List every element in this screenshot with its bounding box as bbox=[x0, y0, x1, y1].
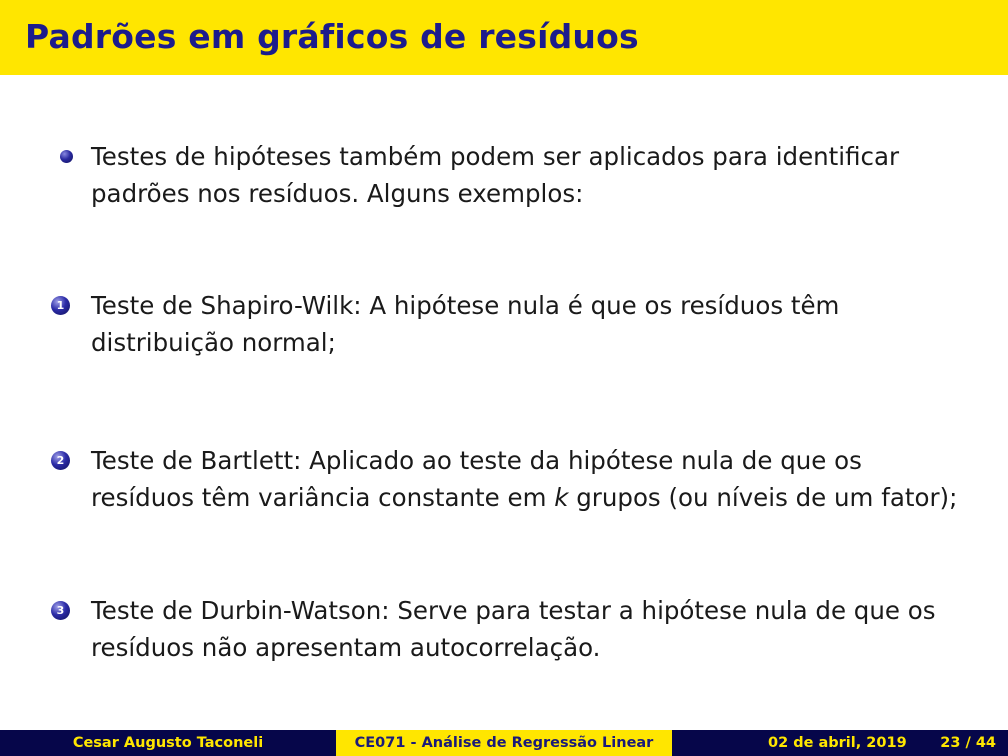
intro-line-2: padrões nos resíduos. Alguns exemplos: bbox=[91, 179, 584, 208]
number-ball-3-icon: 3 bbox=[51, 601, 70, 620]
title-bar bbox=[0, 0, 1008, 75]
item-2-line-2-after: grupos (ou níveis de um fator); bbox=[568, 483, 958, 512]
bullet-dot-icon bbox=[60, 150, 73, 163]
item-2-line-1: Teste de Bartlett: Aplicado ao teste da hipótese nula de que os bbox=[91, 446, 862, 475]
footer-course: CE071 - Análise de Regressão Linear bbox=[336, 730, 672, 756]
item-2-variable-k: k bbox=[554, 483, 569, 512]
intro-text bbox=[91, 138, 899, 212]
item-1-line-2: distribuição normal; bbox=[91, 328, 336, 357]
intro-line-1: Testes de hipóteses também podem ser aplicados para identificar bbox=[91, 142, 900, 171]
number-ball-1-icon: 1 bbox=[51, 296, 70, 315]
footer-author: Cesar Augusto Taconeli bbox=[0, 730, 336, 756]
item-3-text bbox=[91, 592, 936, 666]
item-3-line-1: Teste de Durbin-Watson: Serve para testar a hipótese nula de que os bbox=[91, 596, 936, 625]
slide-title: Padrões em gráficos de resíduos bbox=[25, 17, 639, 56]
footer-page-number: 23 / 44 bbox=[940, 735, 996, 751]
item-1-text bbox=[91, 287, 839, 361]
item-2-line-2 bbox=[91, 479, 957, 516]
footer bbox=[0, 730, 1008, 756]
item-2-text bbox=[91, 442, 957, 516]
item-3-line-2: resíduos não apresentam autocorrelação. bbox=[91, 633, 601, 662]
item-1-line-1: Teste de Shapiro-Wilk: A hipótese nula é que os resíduos têm bbox=[91, 291, 840, 320]
number-ball-2-icon: 2 bbox=[51, 451, 70, 470]
item-2-line-2-before: resíduos têm variância constante em bbox=[91, 483, 555, 512]
footer-right bbox=[672, 730, 1008, 756]
footer-date: 02 de abril, 2019 bbox=[768, 735, 907, 751]
